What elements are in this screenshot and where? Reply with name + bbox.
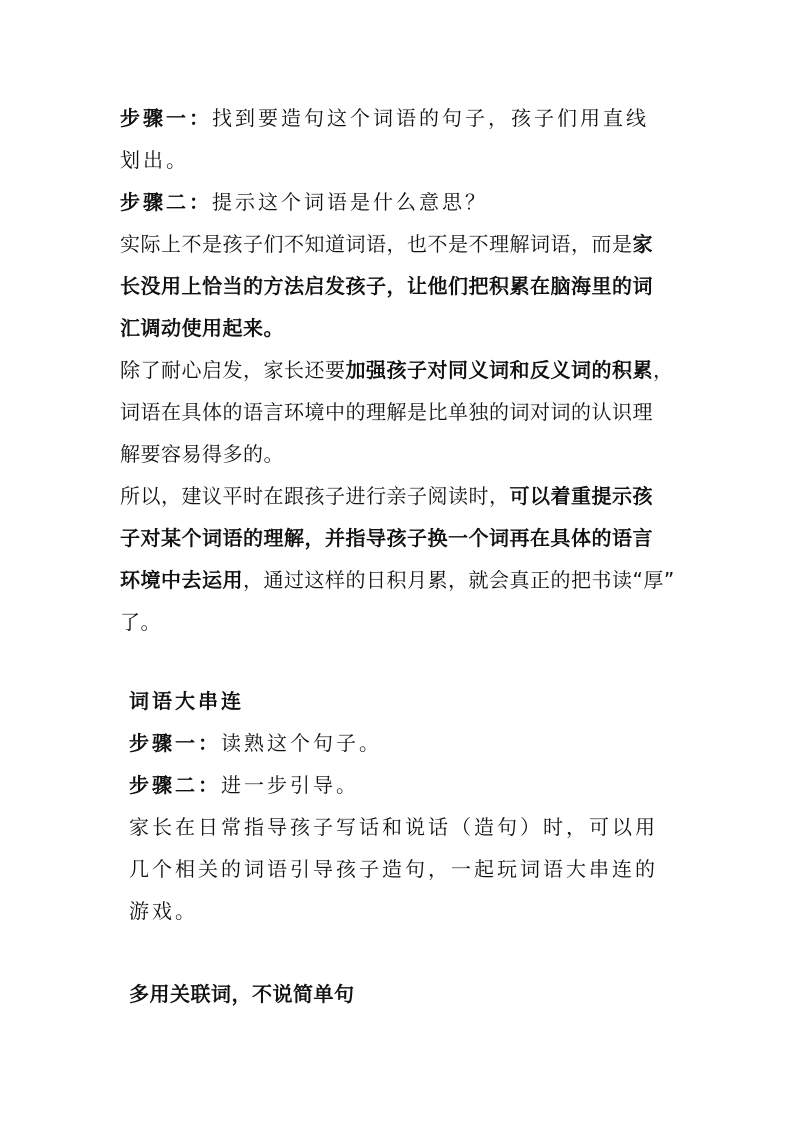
section2-step1-label: 步骤一： [129, 731, 221, 755]
section2-step1-text: 读熟这个句子。 [221, 731, 382, 755]
para2-line1-tail: ， [653, 358, 674, 382]
step1-text-continued: 划出。 [120, 148, 189, 172]
para1-line1-bold: 家 [632, 232, 653, 256]
step2-line [120, 190, 488, 214]
section2-heading: 词语大串连 [129, 689, 244, 713]
para2-line1-bold: 加强孩子对同义词和反义词的积累 [345, 358, 653, 382]
para1-line1 [120, 232, 653, 256]
section2-para-line3: 游戏。 [129, 899, 198, 923]
para3-line1 [120, 484, 653, 508]
para1-line3: 汇调动使用起来。 [120, 316, 284, 340]
para3-line4: 了。 [120, 610, 161, 634]
section2-para-line2: 几个相关的词语引导孩子造句，一起玩词语大串连的 [129, 857, 658, 881]
para3-line2: 子对某个词语的理解，并指导孩子换一个词再在具体的语言 [120, 526, 653, 550]
step1-line [120, 106, 649, 130]
section2-step2-line [129, 773, 359, 797]
step2-text: 提示这个词语是什么意思？ [212, 190, 488, 214]
para3-line3-normal: ，通过这样的日积月累，就会真正的把书读“厚” [243, 568, 675, 592]
section2-step2-text: 进一步引导。 [221, 773, 359, 797]
section2-step1-line [129, 731, 382, 755]
para1-line2: 长没用上恰当的方法启发孩子，让他们把积累在脑海里的词 [120, 274, 653, 298]
step1-text: 找到要造句这个词语的句子，孩子们用直线 [212, 106, 649, 130]
para3-line3 [120, 568, 675, 592]
section2-step2-label: 步骤二： [129, 773, 221, 797]
section3-heading: 多用关联词，不说简单句 [129, 982, 355, 1006]
para2-line1 [120, 358, 674, 382]
para3-line1-normal: 所以，建议平时在跟孩子进行亲子阅读时， [120, 484, 510, 508]
para3-line1-bold: 可以着重提示孩 [509, 484, 653, 508]
section2-para-line1: 家长在日常指导孩子写话和说话（造句）时，可以用 [129, 815, 658, 839]
para2-line3: 解要容易得多的。 [120, 442, 284, 466]
para1-line1-normal: 实际上不是孩子们不知道词语，也不是不理解词语，而是 [120, 232, 633, 256]
para2-line2: 词语在具体的语言环境中的理解是比单独的词对词的认识理 [120, 400, 653, 424]
step1-label: 步骤一： [120, 106, 212, 130]
step2-label: 步骤二： [120, 190, 212, 214]
para2-line1-normal: 除了耐心启发，家长还要 [120, 358, 346, 382]
para3-line3-bold: 环境中去运用 [120, 568, 243, 592]
